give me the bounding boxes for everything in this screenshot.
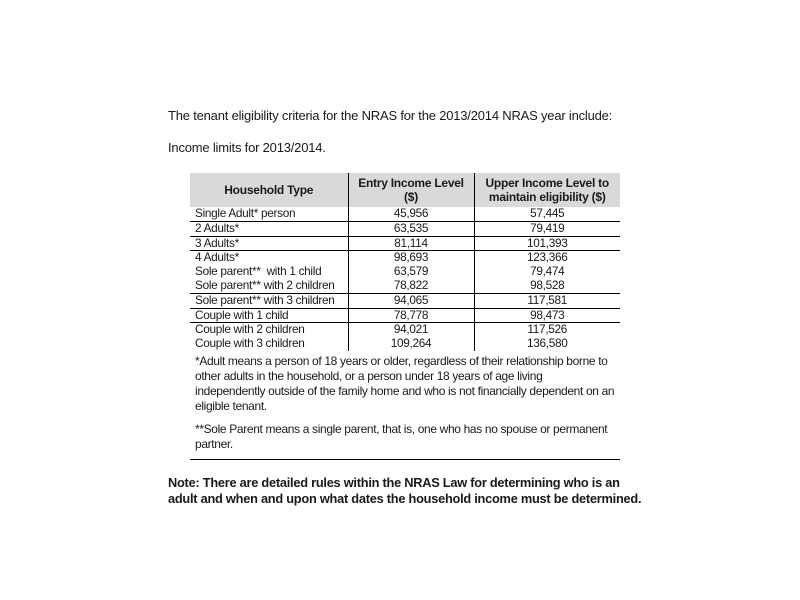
table-row: [190, 207, 620, 221]
household-type-cell: Single Adult* person: [190, 207, 348, 221]
table-row: [190, 251, 620, 265]
table-row: [190, 323, 620, 337]
footnote-adult-text: *Adult means a person of 18 years or older, regardless of their relationship borne to other adults in the household, or a person under 18 years of age living independently outside of the family home and who is not financially dependent on an eligible tenant.: [195, 353, 615, 413]
household-type-cell: 3 Adults*: [190, 236, 348, 251]
household-type-cell: Sole parent** with 3 children: [190, 293, 348, 308]
col-header-entry-income: [348, 173, 474, 207]
household-type-cell: Sole parent** with 2 children: [190, 279, 348, 293]
entry-income-cell: 78,822: [348, 279, 474, 293]
upper-income-cell: 117,526: [527, 322, 568, 337]
upper-income-cell: 117,581: [474, 293, 620, 308]
col-header-entry-income-label: Entry Income Level ($): [358, 176, 464, 204]
household-type-cell: 2 Adults*: [190, 221, 348, 236]
document-page: [168, 108, 642, 507]
upper-income-cell: 101,393: [474, 236, 620, 251]
table-header-row: [190, 173, 620, 207]
upper-income-cell: 79,474: [530, 265, 565, 279]
footnote-sole-parent-row: [190, 419, 620, 460]
entry-income-cell: 98,693: [348, 251, 474, 265]
income-limits-paragraph: Income limits for 2013/2014.: [168, 140, 326, 155]
footnote-sole-parent-text: **Sole Parent means a single parent, that is, one who has no spouse or permanent partner.: [190, 419, 620, 460]
footnote-adult-row: [190, 351, 620, 419]
household-type-cell: Couple with 2 children: [195, 322, 305, 337]
table-row: [190, 337, 620, 351]
household-type-cell: 4 Adults*: [195, 250, 239, 265]
upper-income-cell: 98,473: [474, 308, 620, 323]
upper-income-cell: 79,419: [474, 221, 620, 236]
entry-income-cell: 109,264: [348, 337, 474, 351]
upper-income-cell: 123,366: [526, 250, 568, 265]
col-header-household-type: Household Type: [190, 173, 348, 207]
entry-income-cell: 63,535: [348, 221, 474, 236]
upper-income-cell: 57,445: [474, 207, 620, 221]
table-row: [190, 279, 620, 293]
col-header-upper-income: Upper Income Level to maintain eligibility ($): [474, 173, 620, 207]
entry-income-cell: 94,021: [348, 323, 474, 337]
household-type-cell: Sole parent** with 1 child: [195, 265, 322, 279]
table-row: [190, 293, 620, 308]
entry-income-cell: 78,778: [348, 308, 474, 323]
intro-paragraph: The tenant eligibility criteria for the NRAS for the 2013/2014 NRAS year include:: [168, 108, 613, 123]
entry-income-cell: 63,579: [348, 265, 474, 279]
table-row: [190, 236, 620, 251]
note-paragraph: Note: There are detailed rules within the NRAS Law for determining who is an adult and when and upon what dates the household income must be determined.: [168, 474, 642, 506]
entry-income-cell: 94,065: [348, 293, 474, 308]
income-limits-table: [190, 173, 620, 460]
entry-income-cell: 45,956: [348, 207, 474, 221]
household-type-cell: Couple with 1 child: [190, 308, 348, 323]
household-type-cell: Couple with 3 children: [195, 337, 305, 351]
entry-income-cell: 81,114: [348, 236, 474, 251]
upper-income-cell: 136,580: [526, 337, 568, 351]
table-row: [190, 265, 620, 279]
table-row: [190, 221, 620, 236]
upper-income-cell: 98,528: [474, 279, 620, 293]
table-row: [190, 308, 620, 323]
